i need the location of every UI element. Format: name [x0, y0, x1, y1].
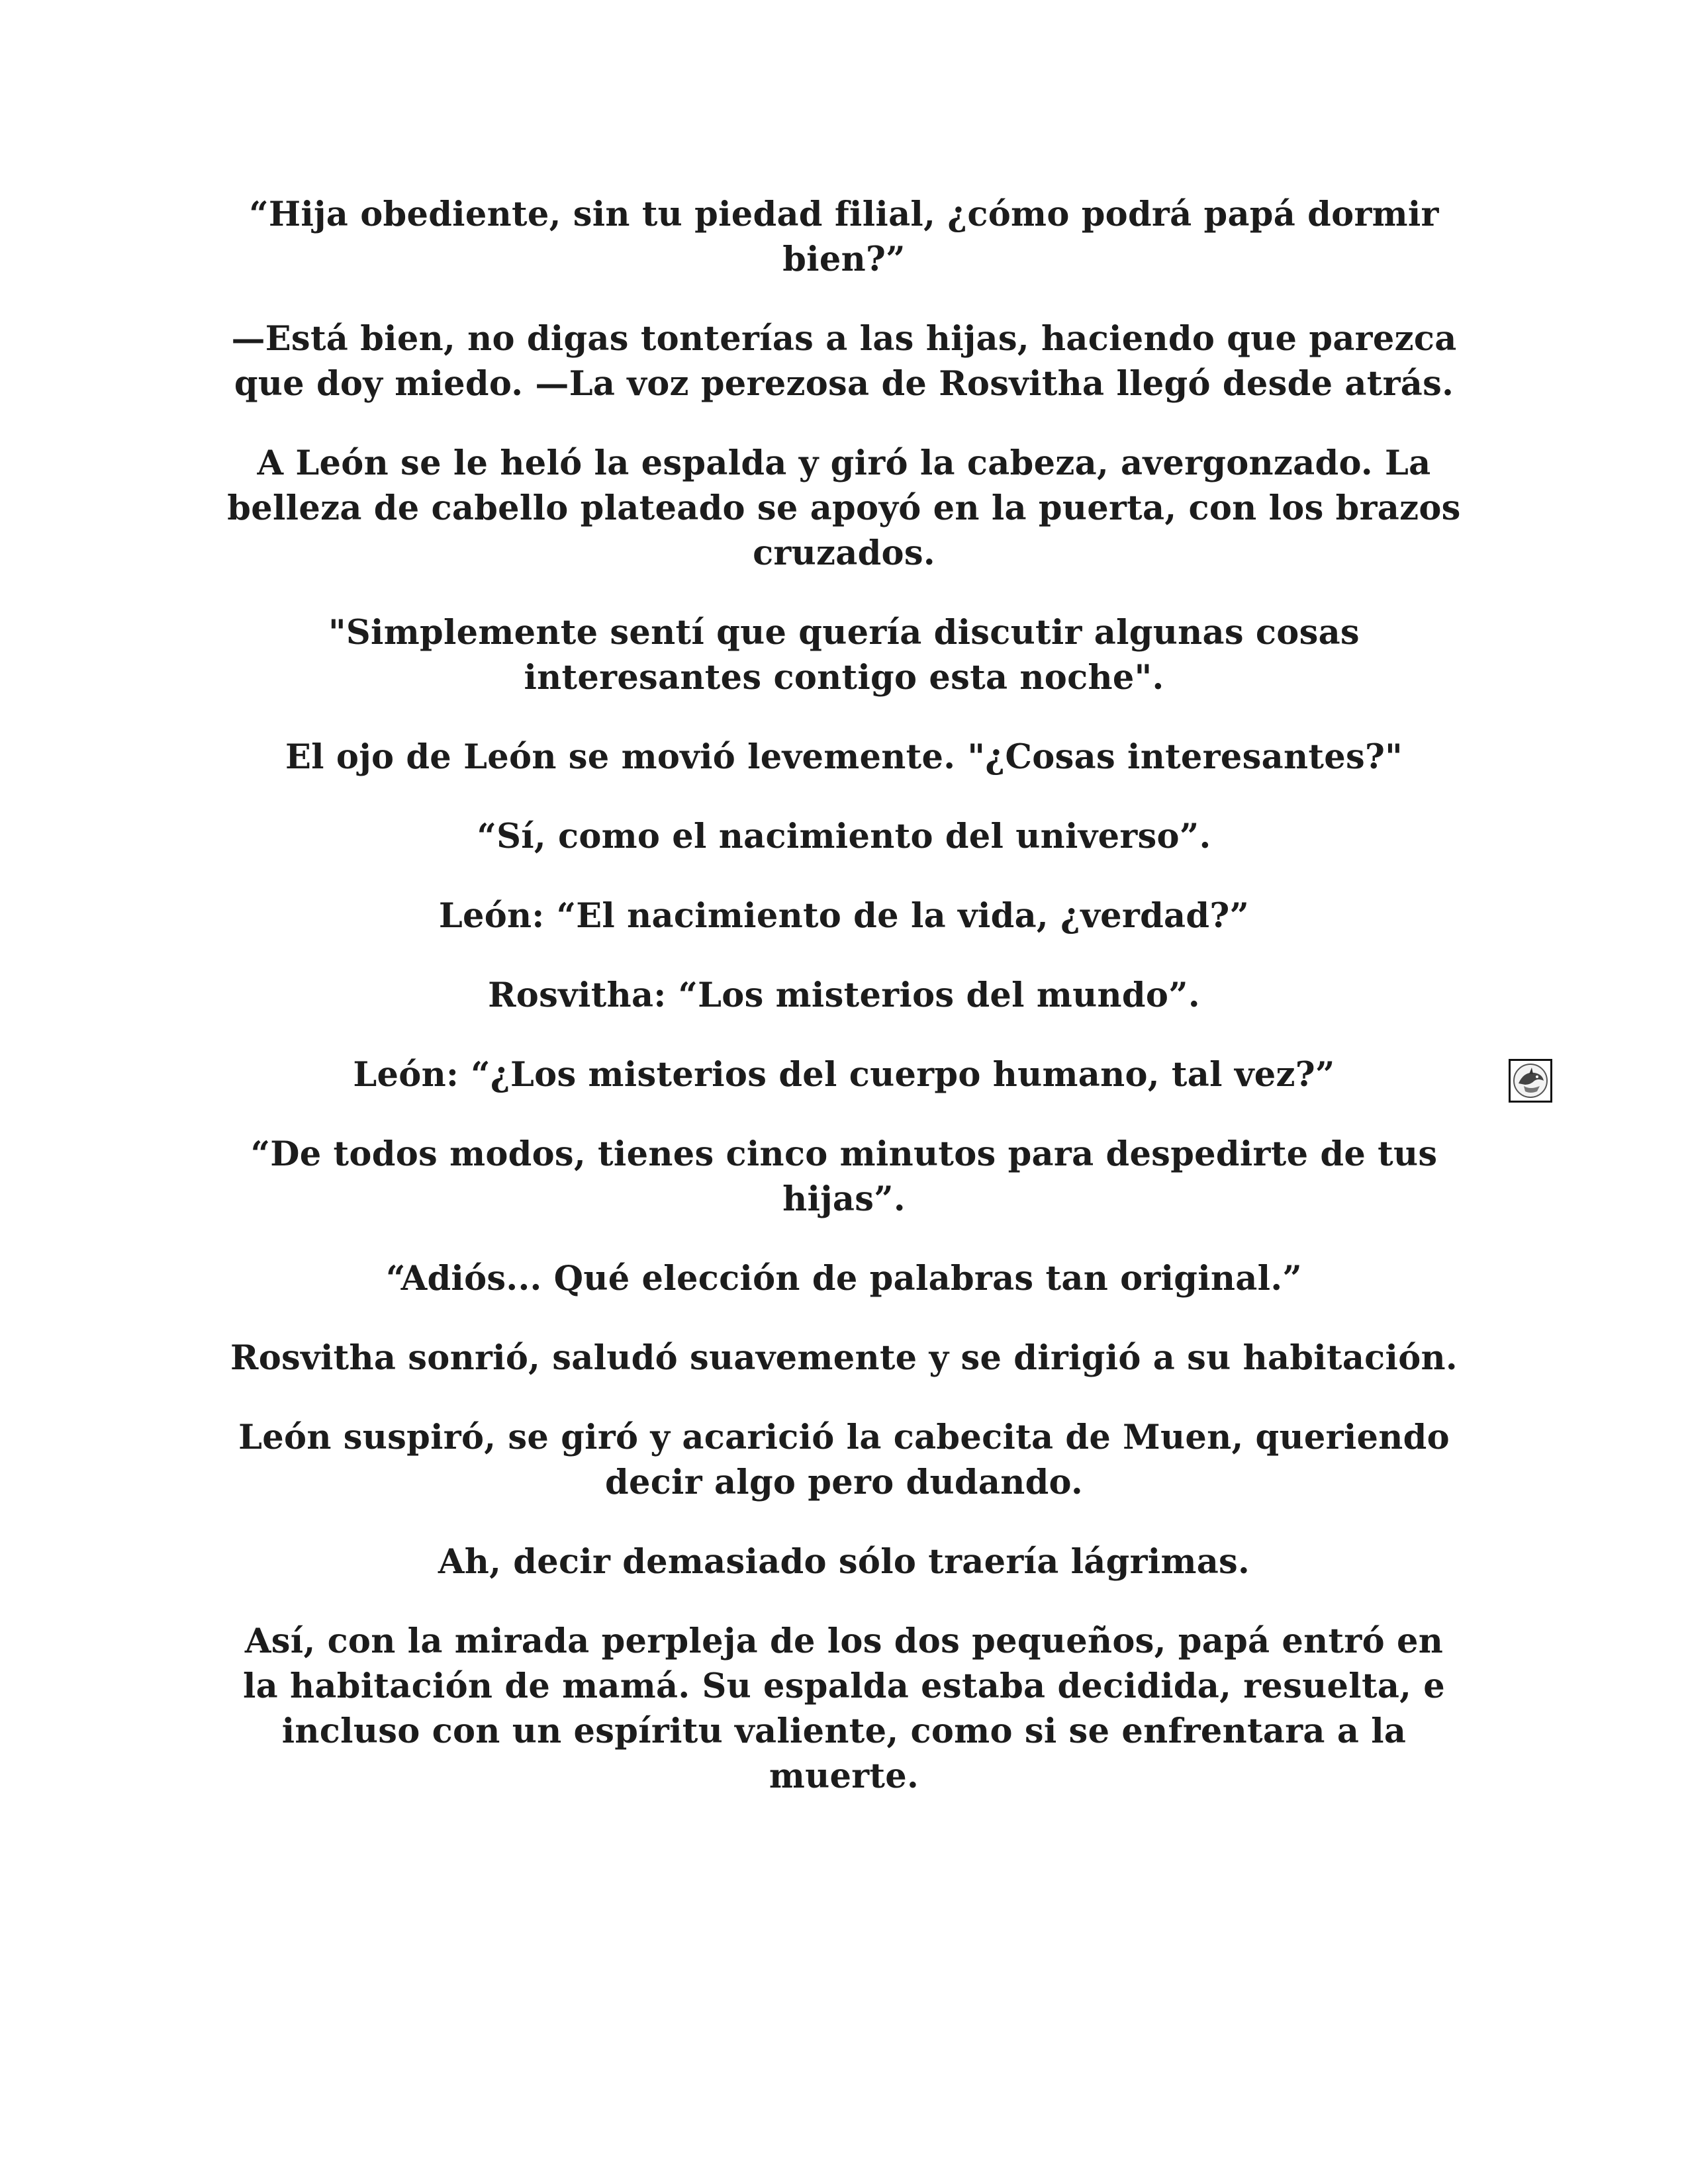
- paragraph-5: El ojo de León se movió levemente. "¿Cosas interesantes?": [285, 737, 1403, 777]
- paragraph-6: “Sí, como el nacimiento del universo”.: [477, 817, 1211, 856]
- paragraph-4: "Simplemente sentí que quería discutir algunas cosas interesantes contigo esta noche".: [328, 613, 1360, 698]
- paragraph-11: “Adiós... Qué elección de palabras tan original.”: [385, 1259, 1303, 1298]
- paragraph-10: “De todos modos, tienes cinco minutos para despedirte de tus hijas”.: [250, 1134, 1438, 1219]
- paragraph-13: León suspiró, se giró y acarició la cabecita de Muen, queriendo decir algo pero dudando.: [238, 1418, 1450, 1502]
- paragraph-14: Ah, decir demasiado sólo traería lágrimas.: [438, 1542, 1250, 1582]
- paragraph-2: —Está bien, no digas tonterías a las hijas, haciendo que parezca que doy miedo. —La voz perezosa de Rosvitha llegó desde atrás.: [231, 319, 1457, 404]
- paragraph-3: A León se le heló la espalda y giró la cabeza, avergonzado. La belleza de cabello plateado se apoyó en la puerta, con los brazos cruzados.: [227, 443, 1461, 573]
- dragon-logo-icon: [1509, 1059, 1552, 1103]
- paragraph-1: “Hija obediente, sin tu piedad filial, ¿cómo podrá papá dormir bien?”: [249, 195, 1439, 279]
- paragraph-7: León: “El nacimiento de la vida, ¿verdad?”: [438, 896, 1250, 936]
- paragraph-8: Rosvitha: “Los misterios del mundo”.: [488, 976, 1200, 1015]
- document-page: [225, 192, 1463, 1833]
- paragraph-9: León: “¿Los misterios del cuerpo humano, tal vez?”: [353, 1055, 1335, 1095]
- paragraph-15: Así, con la mirada perpleja de los dos pequeños, papá entró en la habitación de mamá. Su espalda estaba decidida, resuelta, e incluso con un espíritu valiente, como si se enfrentara a la muerte.: [242, 1621, 1446, 1796]
- paragraph-12: Rosvitha sonrió, saludó suavemente y se dirigió a su habitación.: [230, 1338, 1458, 1378]
